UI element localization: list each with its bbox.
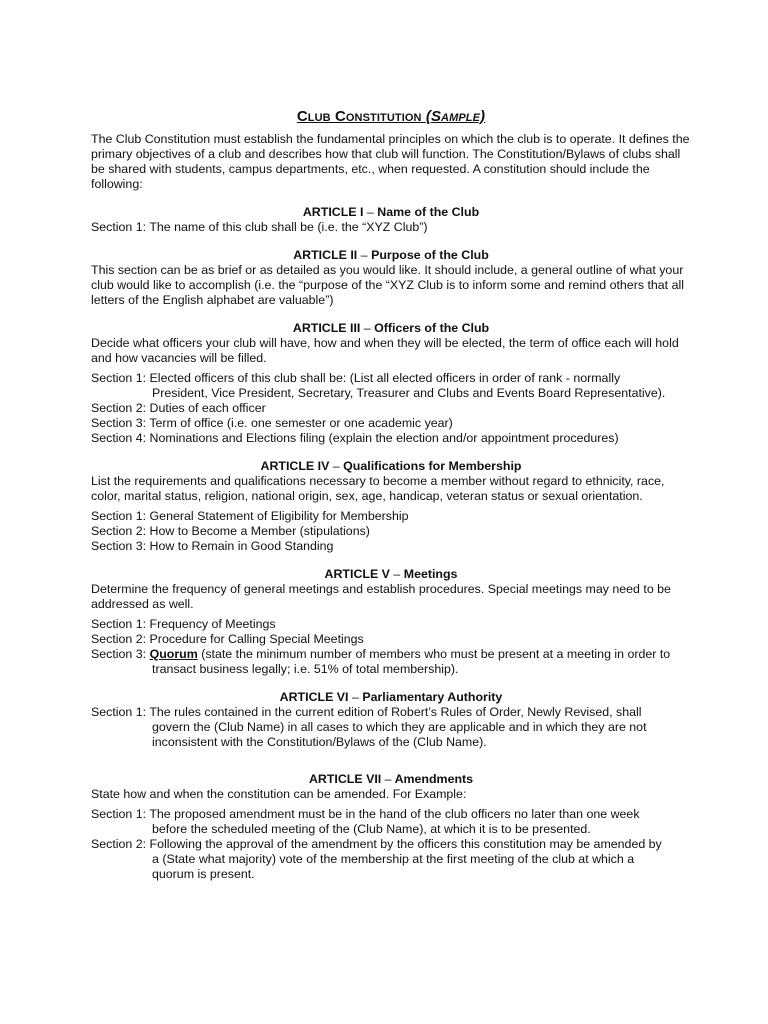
article-3-section-4: Section 4: Nominations and Elections filing (explain the election and/or appointment procedures) (91, 431, 619, 445)
article-6-section-1-cont: govern the (Club Name) in all cases to which they are applicable and in which they are not (152, 720, 647, 734)
article-3-heading: ARTICLE III – Officers of the Club (292, 321, 490, 335)
article-5-section-2: Section 2: Procedure for Calling Special Meetings (91, 632, 364, 646)
document-title (91, 108, 691, 126)
article-7-heading: ARTICLE VII – Amendments (308, 772, 474, 786)
article-5-section-3: Section 3: Quorum (state the minimum number of members who must be present at a meeting in order to (91, 647, 671, 661)
article-3-section-1-cont: President, Vice President, Secretary, Treasurer and Clubs and Events Board Representative). (152, 386, 666, 400)
article-6-heading: ARTICLE VI – Parliamentary Authority (279, 690, 503, 704)
article-5-section-3-cont: transact business legally; i.e. 51% of total membership). (152, 662, 459, 676)
article-5-heading: ARTICLE V – Meetings (324, 567, 458, 581)
article-3-section-1: Section 1: Elected officers of this club shall be: (List all elected officers in order of rank - normally (91, 371, 621, 385)
article-2-heading: ARTICLE II – Purpose of the Club (293, 248, 489, 262)
article-7-section-1: Section 1: The proposed amendment must be in the hand of the club officers no later than one week (91, 807, 640, 821)
article-7-section-1-cont: before the scheduled meeting of the (Club Name), at which it is to be presented. (152, 822, 591, 836)
article-4-heading: ARTICLE IV – Qualifications for Membership (260, 459, 522, 473)
article-1-section-1: Section 1: The name of this club shall be (i.e. the “XYZ Club”) (91, 220, 428, 234)
article-4-body: List the requirements and qualifications necessary to become a member without regard to ethnicity, race, color, marital status, religion, national origin, sex, age, handicap, veteran status or sexual orientation. (91, 474, 665, 503)
article-7-section-2-cont2: quorum is present. (152, 867, 255, 881)
article-4-section-1: Section 1: General Statement of Eligibility for Membership (91, 509, 409, 523)
document-page (91, 108, 691, 882)
title-text: Club Constitution (296, 108, 422, 125)
article-3-body: Decide what officers your club will have, how and when they will be elected, the term of office each will hold and how vacancies will be filled. (91, 336, 679, 365)
intro-paragraph: The Club Constitution must establish the fundamental principles on which the club is to operate. It defines the primary objectives of a club and describes how that club will function. The Constitution/Bylaws of clubs shall be shared with students, campus departments, etc., when requested. A constitution should include the following: (91, 132, 690, 191)
article-5-body: Determine the frequency of general meetings and establish procedures. Special meetings may need to be addressed as well. (91, 582, 671, 611)
article-3-section-3: Section 3: Term of office (i.e. one semester or one academic year) (91, 416, 453, 430)
article-2-body: This section can be as brief or as detailed as you would like. It should include, a general outline of what your club would like to accomplish (i.e. the “purpose of the “XYZ Club is to inform some and remind others that all letters of the English alphabet are valuable”) (91, 263, 684, 307)
article-7-section-2: Section 2: Following the approval of the amendment by the officers this constitution may be amended by (91, 837, 662, 851)
article-5-section-1: Section 1: Frequency of Meetings (91, 617, 276, 631)
title-sample: (Sample) (425, 108, 486, 125)
article-7-section-2-cont: a (State what majority) vote of the membership at the first meeting of the club at which a (152, 852, 635, 866)
article-3-section-2: Section 2: Duties of each officer (91, 401, 266, 415)
article-6-section-1: Section 1: The rules contained in the current edition of Robert’s Rules of Order, Newly Revised, shall (91, 705, 642, 719)
article-7-body: State how and when the constitution can be amended. For Example: (91, 787, 467, 801)
article-1-heading: ARTICLE I – Name of the Club (302, 205, 480, 219)
article-4-section-2: Section 2: How to Become a Member (stipulations) (91, 524, 370, 538)
article-4-section-3: Section 3: How to Remain in Good Standing (91, 539, 334, 553)
quorum-term: Quorum (149, 647, 198, 661)
article-6-section-1-cont2: inconsistent with the Constitution/Bylaws of the (Club Name). (152, 735, 487, 749)
